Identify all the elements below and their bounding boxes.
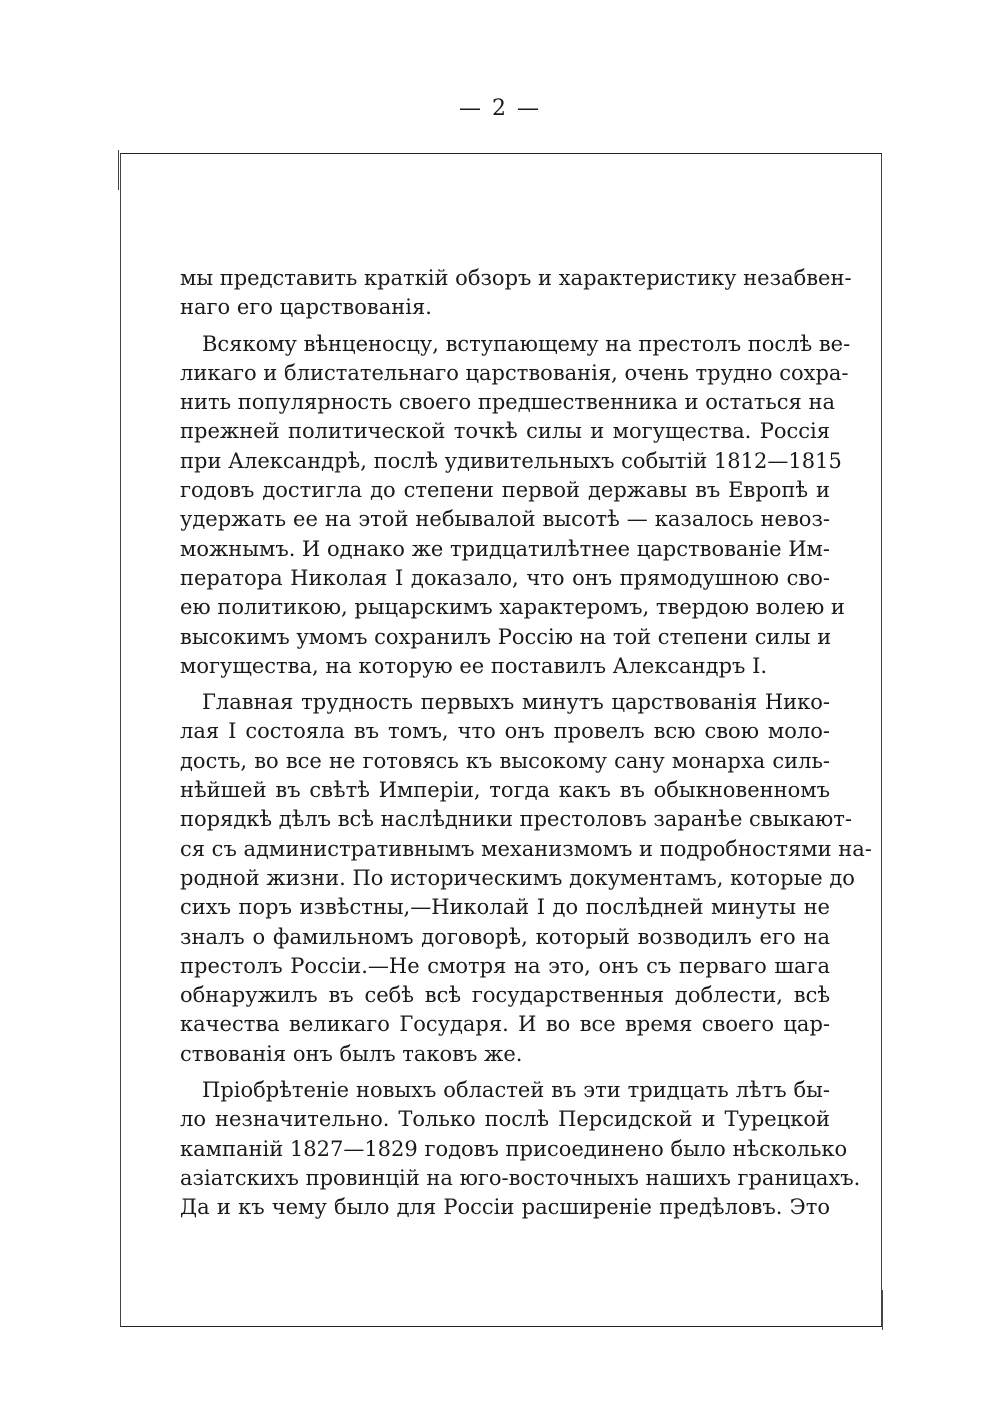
text-line: дость, во все не готовясь къ высокому сану монарха силь- (180, 748, 830, 773)
frame-tick-left (118, 150, 119, 190)
text-line: ся съ административнымъ механизмомъ и подробностями на- (180, 836, 872, 861)
text-line: сихъ поръ извѣстны,—Николай I до послѣдней минуты не (180, 895, 830, 920)
text-line: можнымъ. И однако же тридцатилѣтнее царствованіе Им- (180, 536, 830, 561)
page-number: — 2 — (459, 96, 541, 121)
text-line: нѣйшей въ свѣтѣ Имперіи, тогда какъ въ обыкновенномъ (180, 778, 830, 803)
text-line: ею политикою, рыцарскимъ характеромъ, твердою волею и (180, 595, 845, 620)
text-line: порядкѣ дѣлъ всѣ наслѣдники престоловъ заранѣе свыкают- (180, 807, 852, 832)
text-line: мы представить краткій обзоръ и характеристику незабвен- (180, 266, 852, 290)
text-line: ликаго и блистательнаго царствованія, очень трудно сохра- (180, 360, 849, 385)
text-line: ператора Николая I доказало, что онъ прямодушною сво- (180, 565, 830, 590)
text-line: Да и къ чему было для Россіи расширеніе предѣловъ. Это (180, 1195, 830, 1220)
text-line: высокимъ умомъ сохранилъ Россію на той степени силы и (180, 624, 832, 649)
text-line: могущества, на которую ее поставилъ Александръ I. (180, 653, 768, 678)
text-line: родной жизни. По историческимъ документамъ, которые до (180, 865, 855, 890)
text-line: удержать ее на этой небывалой высотѣ — казалось невоз- (180, 507, 830, 532)
text-line: нить популярность своего предшественника и остаться на (180, 390, 835, 415)
text-line: кампаній 1827—1829 годовъ присоединено было нѣсколько (180, 1136, 848, 1161)
text-line: наго его царствованія. (180, 295, 432, 320)
text-line: Всякому вѣнценосцу, вступающему на престолъ послѣ ве- (202, 331, 851, 356)
text-line: ло незначительно. Только послѣ Персидской и Турецкой (180, 1107, 830, 1132)
text-line: при Александрѣ, послѣ удивительныхъ событій 1812—1815 (180, 448, 842, 473)
text-line: престолъ Россіи.—Не смотря на это, онъ съ перваго шага (180, 953, 830, 978)
text-line: обнаружилъ въ себѣ всѣ государственныя доблести, всѣ (180, 983, 830, 1008)
text-line: лая I состояла въ томъ, что онъ провелъ всю свою моло- (180, 719, 830, 744)
text-line: азіатскихъ провинцій на юго-восточныхъ нашихъ границахъ. (180, 1165, 861, 1190)
text-line: зналъ о фамильномъ договорѣ, который возводилъ его на (180, 924, 830, 949)
text-line: Пріобрѣтеніе новыхъ областей въ эти тридцать лѣтъ бы- (202, 1078, 830, 1103)
body-text (180, 264, 872, 1223)
frame-tick-right (882, 1290, 883, 1330)
text-line: Главная трудность первыхъ минутъ царствованія Нико- (202, 690, 830, 715)
text-line: ствованія онъ былъ таковъ же. (180, 1041, 523, 1066)
text-line: годовъ достигла до степени первой державы въ Европѣ и (180, 478, 830, 503)
text-line: прежней политической точкѣ силы и могущества. Россія (180, 419, 830, 444)
text-line: качества великаго Государя. И во все время своего цар- (180, 1012, 830, 1037)
